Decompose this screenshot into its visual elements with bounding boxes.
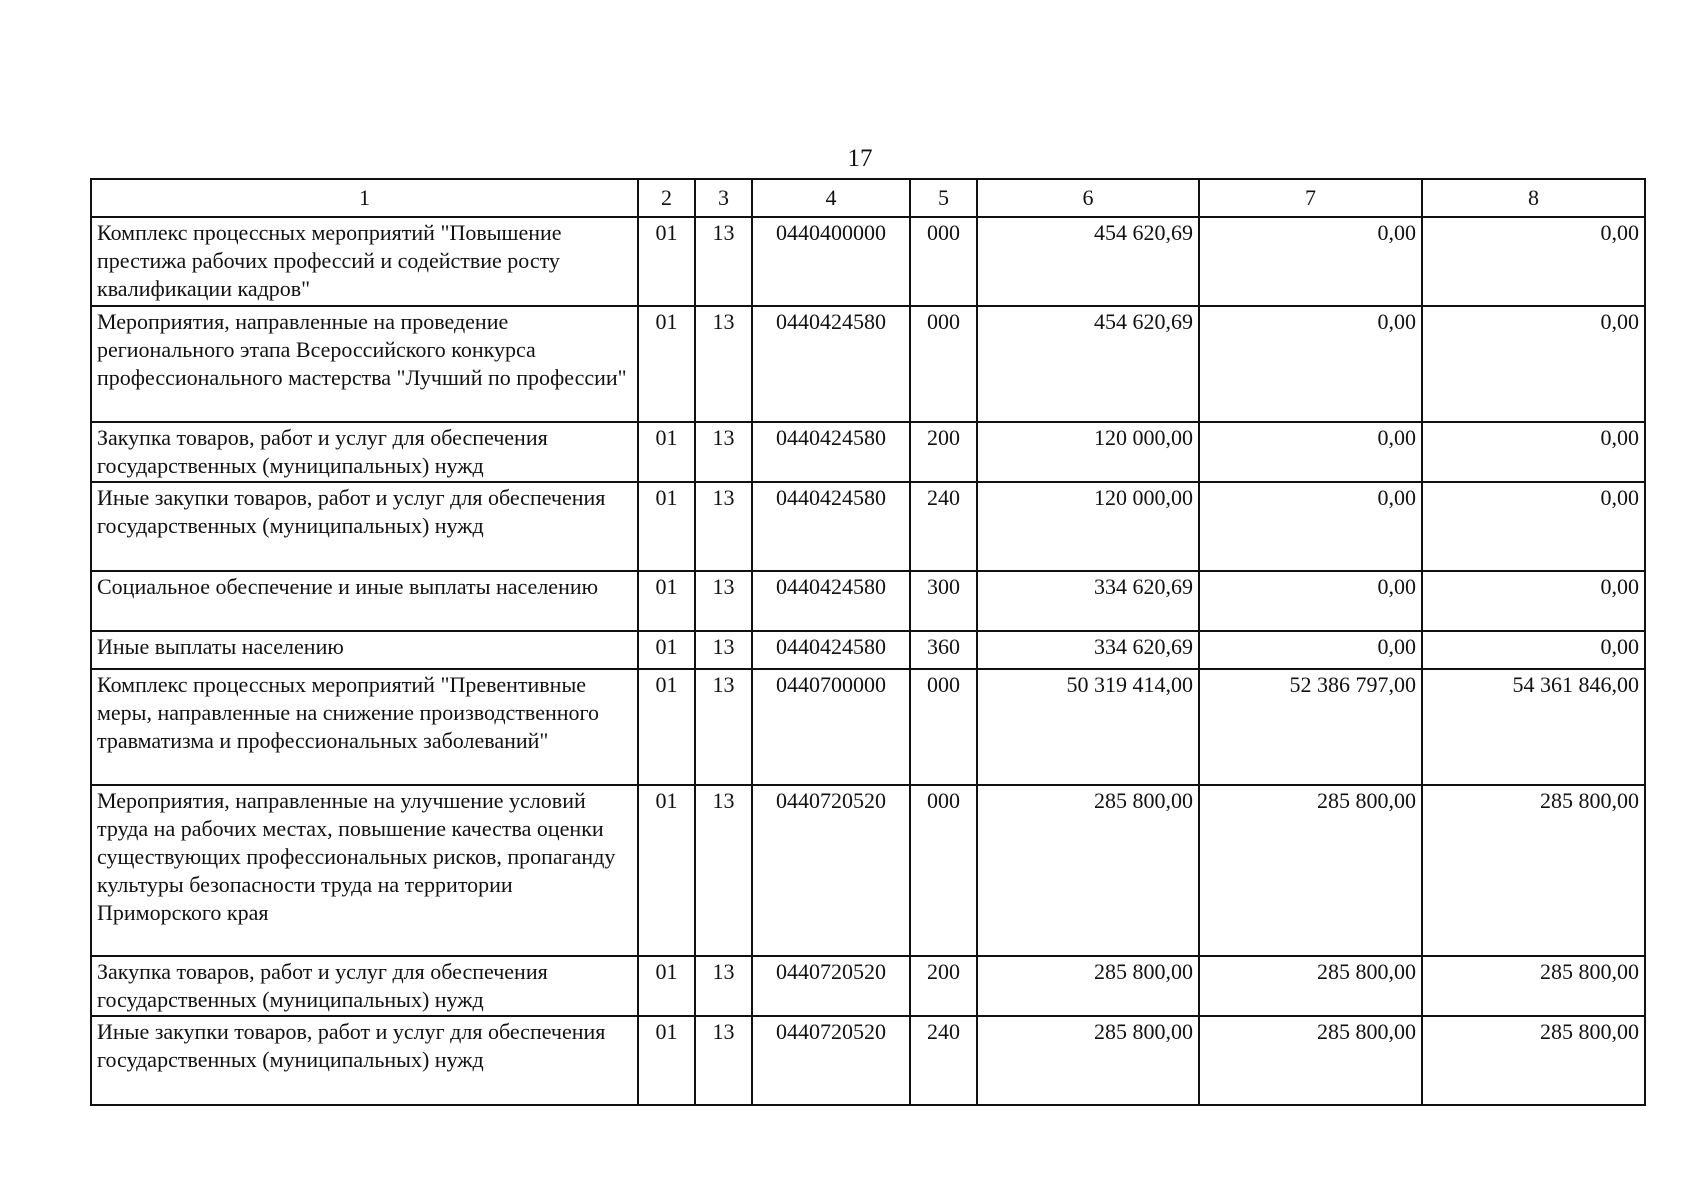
amount-col8: 285 800,00 xyxy=(1422,956,1645,1016)
expense-type-code: 300 xyxy=(910,571,977,631)
amount-col7: 0,00 xyxy=(1199,422,1422,482)
column-header: 7 xyxy=(1199,179,1422,217)
amount-col8: 0,00 xyxy=(1422,571,1645,631)
amount-col8: 54 361 846,00 xyxy=(1422,669,1645,785)
expense-type-code: 200 xyxy=(910,422,977,482)
table-row xyxy=(91,669,1645,785)
column-header: 6 xyxy=(977,179,1199,217)
expense-type-code: 360 xyxy=(910,631,977,669)
section-code: 01 xyxy=(638,217,695,306)
amount-col6: 285 800,00 xyxy=(977,785,1199,956)
expense-type-code: 200 xyxy=(910,956,977,1016)
target-article-code: 0440424580 xyxy=(752,306,910,422)
target-article-code: 0440720520 xyxy=(752,956,910,1016)
row-name: Мероприятия, направленные на проведение регионального этапа Всероссийского конкурса профессионального мастерства "Лучший по профессии" xyxy=(91,306,638,422)
section-code: 01 xyxy=(638,1016,695,1105)
table-row xyxy=(91,306,1645,422)
budget-table xyxy=(90,178,1646,1106)
target-article-code: 0440700000 xyxy=(752,669,910,785)
amount-col7: 0,00 xyxy=(1199,631,1422,669)
expense-type-code: 000 xyxy=(910,785,977,956)
target-article-code: 0440424580 xyxy=(752,631,910,669)
subsection-code: 13 xyxy=(695,306,752,422)
row-name: Социальное обеспечение и иные выплаты населению xyxy=(91,571,638,631)
table-row xyxy=(91,422,1645,482)
row-name: Мероприятия, направленные на улучшение условий труда на рабочих местах, повышение качества оценки существующих профессиональных рисков, пропаганду культуры безопасности труда на территории Приморского края xyxy=(91,785,638,956)
amount-col7: 0,00 xyxy=(1199,217,1422,306)
table-row xyxy=(91,217,1645,306)
expense-type-code: 000 xyxy=(910,669,977,785)
expense-type-code: 000 xyxy=(910,306,977,422)
section-code: 01 xyxy=(638,482,695,571)
amount-col6: 120 000,00 xyxy=(977,422,1199,482)
column-header: 8 xyxy=(1422,179,1645,217)
subsection-code: 13 xyxy=(695,785,752,956)
subsection-code: 13 xyxy=(695,571,752,631)
table-row xyxy=(91,956,1645,1016)
target-article-code: 0440424580 xyxy=(752,422,910,482)
subsection-code: 13 xyxy=(695,217,752,306)
expense-type-code: 000 xyxy=(910,217,977,306)
header-row xyxy=(91,179,1645,217)
row-name: Иные закупки товаров, работ и услуг для обеспечения государственных (муниципальных) нужд xyxy=(91,1016,638,1105)
page-number: 17 xyxy=(847,145,873,172)
amount-col8: 0,00 xyxy=(1422,306,1645,422)
amount-col8: 0,00 xyxy=(1422,631,1645,669)
table-row xyxy=(91,1016,1645,1105)
expense-type-code: 240 xyxy=(910,1016,977,1105)
amount-col6: 285 800,00 xyxy=(977,1016,1199,1105)
expense-type-code: 240 xyxy=(910,482,977,571)
section-code: 01 xyxy=(638,785,695,956)
amount-col6: 120 000,00 xyxy=(977,482,1199,571)
section-code: 01 xyxy=(638,422,695,482)
amount-col8: 0,00 xyxy=(1422,217,1645,306)
column-header: 1 xyxy=(91,179,638,217)
amount-col6: 50 319 414,00 xyxy=(977,669,1199,785)
amount-col6: 454 620,69 xyxy=(977,217,1199,306)
amount-col8: 285 800,00 xyxy=(1422,785,1645,956)
subsection-code: 13 xyxy=(695,482,752,571)
section-code: 01 xyxy=(638,956,695,1016)
amount-col7: 0,00 xyxy=(1199,571,1422,631)
table-row xyxy=(91,785,1645,956)
amount-col7: 0,00 xyxy=(1199,306,1422,422)
amount-col7: 52 386 797,00 xyxy=(1199,669,1422,785)
column-header: 5 xyxy=(910,179,977,217)
row-name: Комплекс процессных мероприятий "Превентивные меры, направленные на снижение производственного травматизма и профессиональных заболеваний" xyxy=(91,669,638,785)
subsection-code: 13 xyxy=(695,956,752,1016)
section-code: 01 xyxy=(638,669,695,785)
section-code: 01 xyxy=(638,571,695,631)
row-name: Иные закупки товаров, работ и услуг для обеспечения государственных (муниципальных) нужд xyxy=(91,482,638,571)
amount-col7: 0,00 xyxy=(1199,482,1422,571)
target-article-code: 0440720520 xyxy=(752,1016,910,1105)
row-name: Иные выплаты населению xyxy=(91,631,638,669)
table-row xyxy=(91,631,1645,669)
amount-col8: 0,00 xyxy=(1422,482,1645,571)
subsection-code: 13 xyxy=(695,422,752,482)
amount-col6: 334 620,69 xyxy=(977,631,1199,669)
row-name: Комплекс процессных мероприятий "Повышение престижа рабочих профессий и содействие росту квалификации кадров" xyxy=(91,217,638,306)
target-article-code: 0440424580 xyxy=(752,482,910,571)
amount-col6: 334 620,69 xyxy=(977,571,1199,631)
target-article-code: 0440424580 xyxy=(752,571,910,631)
section-code: 01 xyxy=(638,631,695,669)
target-article-code: 0440720520 xyxy=(752,785,910,956)
table-row xyxy=(91,482,1645,571)
row-name: Закупка товаров, работ и услуг для обеспечения государственных (муниципальных) нужд xyxy=(91,956,638,1016)
amount-col6: 454 620,69 xyxy=(977,306,1199,422)
subsection-code: 13 xyxy=(695,631,752,669)
column-header: 3 xyxy=(695,179,752,217)
section-code: 01 xyxy=(638,306,695,422)
amount-col7: 285 800,00 xyxy=(1199,1016,1422,1105)
amount-col8: 285 800,00 xyxy=(1422,1016,1645,1105)
table-row xyxy=(91,571,1645,631)
amount-col8: 0,00 xyxy=(1422,422,1645,482)
target-article-code: 0440400000 xyxy=(752,217,910,306)
amount-col7: 285 800,00 xyxy=(1199,956,1422,1016)
amount-col6: 285 800,00 xyxy=(977,956,1199,1016)
row-name: Закупка товаров, работ и услуг для обеспечения государственных (муниципальных) нужд xyxy=(91,422,638,482)
column-header: 4 xyxy=(752,179,910,217)
subsection-code: 13 xyxy=(695,1016,752,1105)
amount-col7: 285 800,00 xyxy=(1199,785,1422,956)
column-header: 2 xyxy=(638,179,695,217)
subsection-code: 13 xyxy=(695,669,752,785)
